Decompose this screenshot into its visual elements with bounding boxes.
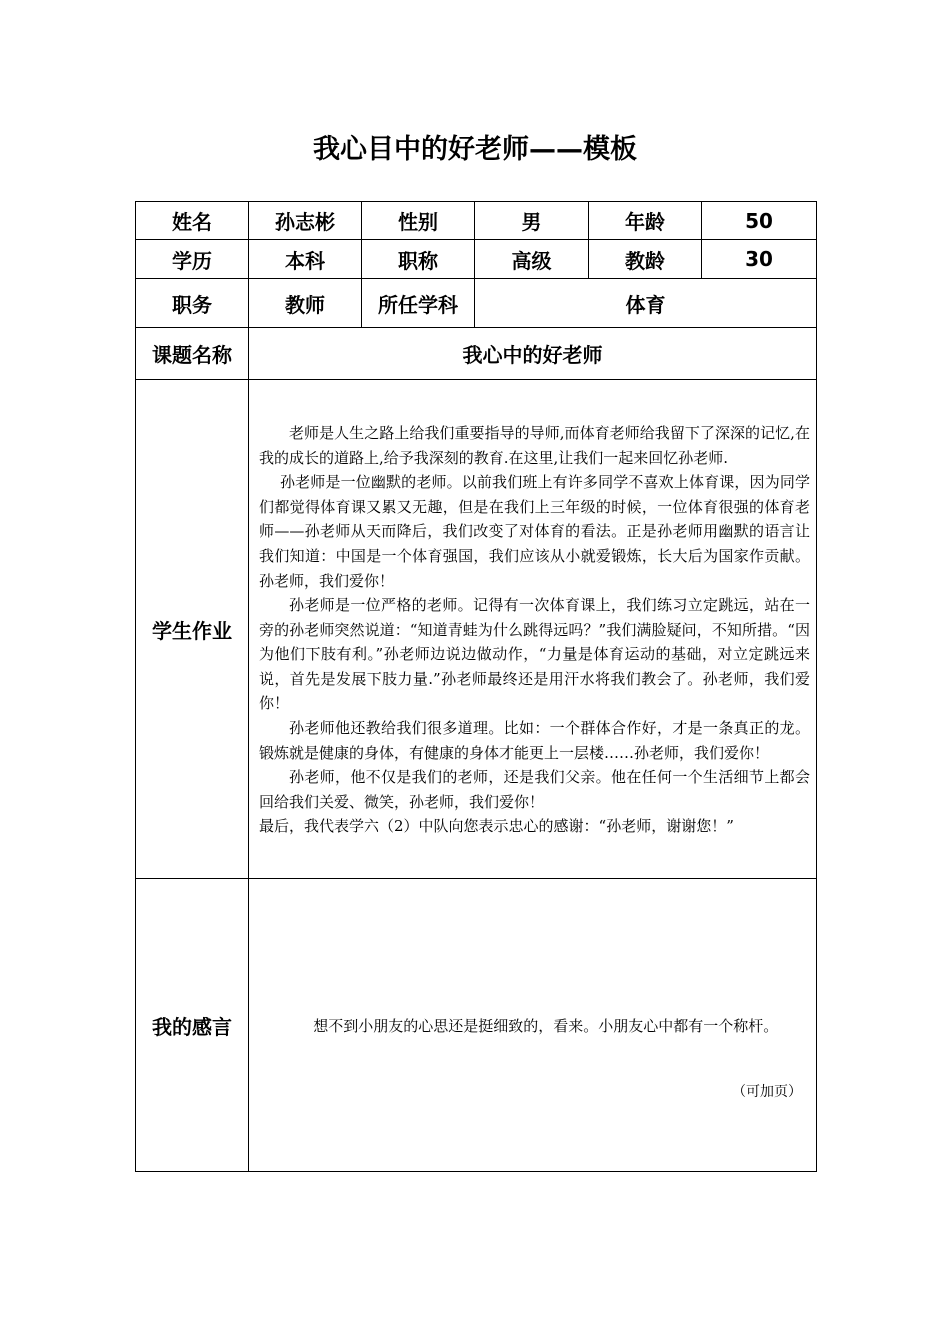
teacher-info-form: [135, 201, 817, 1172]
more-pages-note: （可加页）: [732, 1084, 802, 1100]
gender-label: 性别: [362, 202, 475, 240]
essay-text: [249, 419, 816, 839]
position-value: 教师: [249, 279, 362, 328]
name-value: 孙志彬: [249, 202, 362, 240]
essay-paragraph: 老师是人生之路上给我们重要指导的导师,而体育老师给我留下了深深的记忆,在我的成长的道路上,给予我深刻的教育.在这里,让我们一起来回忆孙老师.: [259, 423, 810, 467]
feelings-content: [249, 879, 817, 1172]
position-label: 职务: [136, 279, 249, 328]
education-value: 本科: [249, 240, 362, 279]
title-label: 职称: [362, 240, 475, 279]
essay-paragraph: 孙老师是一位严格的老师。记得有一次体育课上，我们练习立定跳远，站在一旁的孙老师突然说道：“知道青蛙为什么跳得远吗？”我们满脸疑问，不知所措。“因为他们下肢有利。”孙老师边说边做动作，“力量是体育运动的基础，对立定跳远来说，首先是发展下肢力量.”孙老师最终还是用汗水将我们教会了。孙老师，我们爱你！: [259, 596, 810, 713]
age-value: 50: [702, 202, 817, 240]
feelings-text: 想不到小朋友的心思还是挺细致的，看来。小朋友心中都有一个称杆。: [313, 1017, 779, 1035]
page-title: 我心目中的好老师——模板: [313, 134, 637, 165]
homework-row: [136, 380, 817, 879]
topic-row: [136, 328, 817, 380]
gender-value: 男: [475, 202, 589, 240]
topic-label: 课题名称: [136, 328, 249, 380]
essay-paragraph: 孙老师他还教给我们很多道理。比如：一个群体合作好，才是一条真正的龙。锻炼就是健康的身体，有健康的身体才能更上一层楼……孙老师，我们爱你！: [259, 719, 810, 762]
info-row-3: [136, 279, 817, 328]
homework-label: 学生作业: [136, 380, 249, 879]
age-label: 年龄: [589, 202, 702, 240]
topic-value: 我心中的好老师: [249, 328, 817, 380]
subject-label: 所任学科: [362, 279, 475, 328]
teaching-years-label: 教龄: [589, 240, 702, 279]
name-label: 姓名: [136, 202, 249, 240]
feelings-label: 我的感言: [136, 879, 249, 1172]
education-label: 学历: [136, 240, 249, 279]
essay-paragraph: 孙老师，他不仅是我们的老师，还是我们父亲。他在任何一个生活细节上都会回给我们关爱、微笑，孙老师，我们爱你！: [259, 768, 810, 811]
essay-paragraph: 孙老师是一位幽默的老师。以前我们班上有许多同学不喜欢上体育课，因为同学们都觉得体育课又累又无趣，但是在我们上三年级的时候，一位体育很强的体育老师——孙老师从天而降后，我们改变了对体育的看法。正是孙老师用幽默的语言让我们知道：中国是一个体育强国，我们应该从小就爱锻炼，长大后为国家作贡献。孙老师，我们爱你！: [259, 473, 810, 590]
feelings-row: [136, 879, 817, 1172]
info-row-1: [136, 202, 817, 240]
title-value: 高级: [475, 240, 589, 279]
subject-value: 体育: [475, 279, 817, 328]
homework-content: [249, 380, 817, 879]
info-row-2: [136, 240, 817, 279]
essay-paragraph: 最后，我代表学六（2）中队向您表示忠心的感谢：“孙老师，谢谢您！”: [259, 817, 734, 836]
teaching-years-value: 30: [702, 240, 817, 279]
